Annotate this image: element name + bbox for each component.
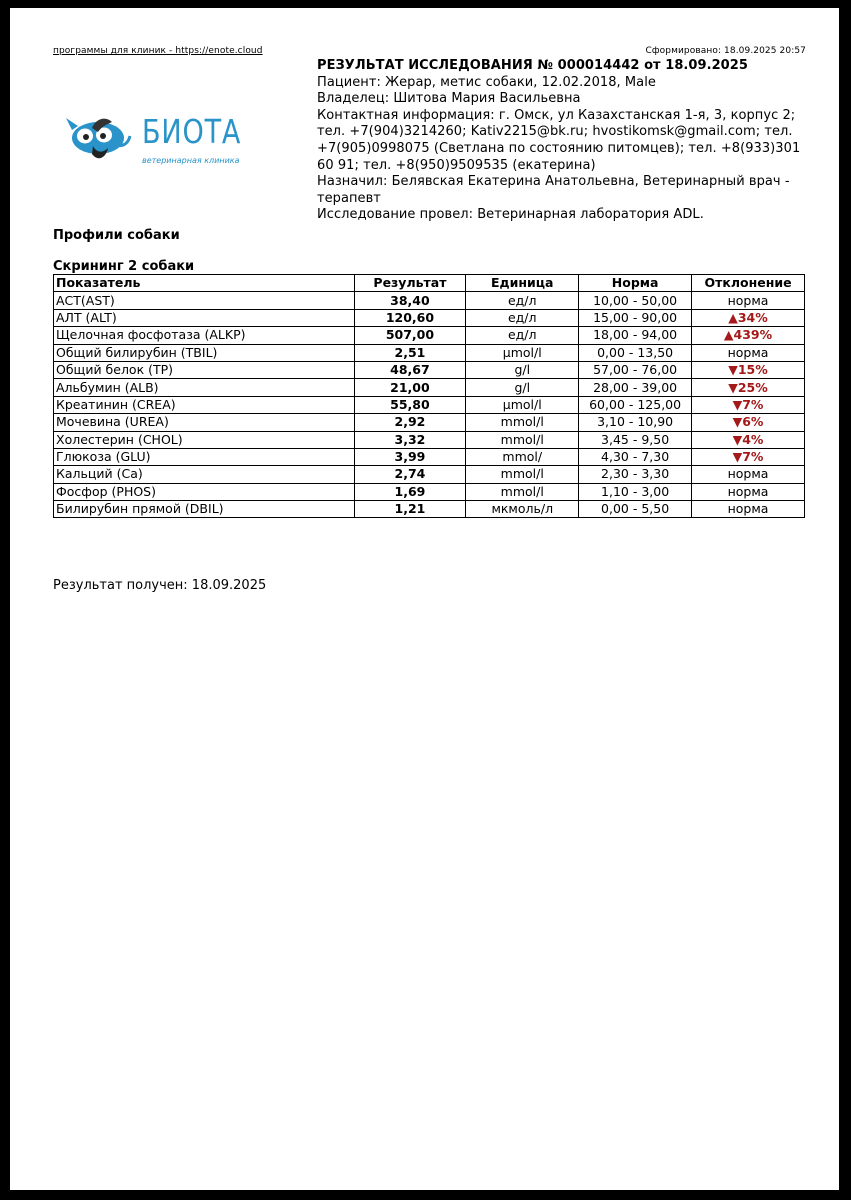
table-row xyxy=(54,414,805,431)
result-cell: 21,00 xyxy=(354,379,466,396)
unit-cell: g/l xyxy=(466,361,579,378)
unit-cell: ед/л xyxy=(466,327,579,344)
norm-cell: 60,00 - 125,00 xyxy=(579,396,692,413)
header-deviation: Отклонение xyxy=(692,275,805,292)
table-row xyxy=(54,483,805,500)
table-row xyxy=(54,361,805,378)
unit-cell: mmol/l xyxy=(466,431,579,448)
result-title: РЕЗУЛЬТАТ ИССЛЕДОВАНИЯ № 000014442 от 18.09.2025 xyxy=(317,58,748,73)
norm-cell: 0,00 - 13,50 xyxy=(579,344,692,361)
table-row xyxy=(54,396,805,413)
unit-cell: ед/л xyxy=(466,309,579,326)
indicator-cell: АСТ(AST) xyxy=(54,292,355,309)
norm-cell: 10,00 - 50,00 xyxy=(579,292,692,309)
results-table xyxy=(53,274,805,518)
owner-line: Владелец: Шитова Мария Васильевна xyxy=(317,91,581,107)
unit-cell: mmol/ xyxy=(466,448,579,465)
deviation-cell: норма xyxy=(692,501,805,518)
result-cell: 48,67 xyxy=(354,361,466,378)
norm-cell: 4,30 - 7,30 xyxy=(579,448,692,465)
unit-cell: ед/л xyxy=(466,292,579,309)
indicator-cell: Билирубин прямой (DBIL) xyxy=(54,501,355,518)
clinic-logo-name: БИОТА xyxy=(142,112,242,151)
unit-cell: g/l xyxy=(466,379,579,396)
norm-cell: 2,30 - 3,30 xyxy=(579,466,692,483)
norm-cell: 1,10 - 3,00 xyxy=(579,483,692,500)
indicator-cell: Общий белок (TP) xyxy=(54,361,355,378)
deviation-cell: норма xyxy=(692,292,805,309)
table-row xyxy=(54,501,805,518)
norm-cell: 15,00 - 90,00 xyxy=(579,309,692,326)
indicator-cell: Мочевина (UREA) xyxy=(54,414,355,431)
result-cell: 3,99 xyxy=(354,448,466,465)
unit-cell: mmol/l xyxy=(466,483,579,500)
result-cell: 2,92 xyxy=(354,414,466,431)
generated-timestamp: Сформировано: 18.09.2025 20:57 xyxy=(645,46,806,56)
assigned-line: Назначил: Белявская Екатерина Анатольевна, Ветеринарный врач - терапевт xyxy=(317,174,790,206)
indicator-cell: Фосфор (PHOS) xyxy=(54,483,355,500)
indicator-cell: Холестерин (CHOL) xyxy=(54,431,355,448)
clinic-logo-subtitle: ветеринарная клиника xyxy=(142,156,240,165)
result-cell: 2,51 xyxy=(354,344,466,361)
norm-cell: 57,00 - 76,00 xyxy=(579,361,692,378)
clinic-logo xyxy=(62,110,242,174)
norm-cell: 0,00 - 5,50 xyxy=(579,501,692,518)
result-cell: 507,00 xyxy=(354,327,466,344)
table-row xyxy=(54,344,805,361)
table-row xyxy=(54,309,805,326)
result-cell: 120,60 xyxy=(354,309,466,326)
table-row xyxy=(54,379,805,396)
patient-line: Пациент: Жерар, метис собаки, 12.02.2018, Male xyxy=(317,74,656,90)
header-unit: Единица xyxy=(466,275,579,292)
unit-cell: мкмоль/л xyxy=(466,501,579,518)
deviation-cell: ▼25% xyxy=(692,379,805,396)
result-cell: 55,80 xyxy=(354,396,466,413)
result-cell: 3,32 xyxy=(354,431,466,448)
deviation-cell: ▲439% xyxy=(692,327,805,344)
header-result: Результат xyxy=(354,275,466,292)
deviation-cell: норма xyxy=(692,466,805,483)
header-norm: Норма xyxy=(579,275,692,292)
deviation-cell: ▼15% xyxy=(692,361,805,378)
table-row xyxy=(54,292,805,309)
deviation-cell: ▲34% xyxy=(692,309,805,326)
table-row xyxy=(54,327,805,344)
indicator-cell: Альбумин (ALB) xyxy=(54,379,355,396)
performed-line: Исследование провел: Ветеринарная лаборатория ADL. xyxy=(317,207,704,223)
result-header xyxy=(317,58,817,224)
indicator-cell: Кальций (Ca) xyxy=(54,466,355,483)
table-row xyxy=(54,431,805,448)
result-cell: 38,40 xyxy=(354,292,466,309)
result-received: Результат получен: 18.09.2025 xyxy=(53,578,267,593)
table-header-row xyxy=(54,275,805,292)
contact-info: Контактная информация: г. Омск, ул Казахстанская 1-я, 3, корпус 2; тел. +7(904)3214260; Kativ2215@bk.ru; hvostikomsk@gmail.com; тел. +7(905)0998075 (Светлана по состоянию питомцев); тел. +8(933)301 60 91; тел. +8(950)9509535 (екатерина) xyxy=(317,107,801,173)
table-row xyxy=(54,448,805,465)
unit-cell: mmol/l xyxy=(466,466,579,483)
norm-cell: 18,00 - 94,00 xyxy=(579,327,692,344)
deviation-cell: ▼6% xyxy=(692,414,805,431)
unit-cell: μmol/l xyxy=(466,396,579,413)
result-cell: 1,69 xyxy=(354,483,466,500)
deviation-cell: норма xyxy=(692,344,805,361)
deviation-cell: ▼4% xyxy=(692,431,805,448)
cat-logo-icon xyxy=(62,110,134,166)
table-row xyxy=(54,466,805,483)
profiles-title: Профили собаки xyxy=(53,228,180,243)
unit-cell: μmol/l xyxy=(466,344,579,361)
indicator-cell: Общий билирубин (TBIL) xyxy=(54,344,355,361)
header-indicator: Показатель xyxy=(54,275,355,292)
norm-cell: 3,10 - 10,90 xyxy=(579,414,692,431)
indicator-cell: Глюкоза (GLU) xyxy=(54,448,355,465)
indicator-cell: АЛТ (ALT) xyxy=(54,309,355,326)
deviation-cell: ▼7% xyxy=(692,396,805,413)
deviation-cell: ▼7% xyxy=(692,448,805,465)
indicator-cell: Щелочная фосфотаза (ALKP) xyxy=(54,327,355,344)
program-link[interactable]: программы для клиник - https://enote.cloud xyxy=(53,46,263,56)
deviation-cell: норма xyxy=(692,483,805,500)
result-cell: 2,74 xyxy=(354,466,466,483)
result-cell: 1,21 xyxy=(354,501,466,518)
document-page xyxy=(10,8,839,1190)
norm-cell: 3,45 - 9,50 xyxy=(579,431,692,448)
unit-cell: mmol/l xyxy=(466,414,579,431)
norm-cell: 28,00 - 39,00 xyxy=(579,379,692,396)
indicator-cell: Креатинин (CREA) xyxy=(54,396,355,413)
screening-title: Скрининг 2 собаки xyxy=(53,259,195,274)
